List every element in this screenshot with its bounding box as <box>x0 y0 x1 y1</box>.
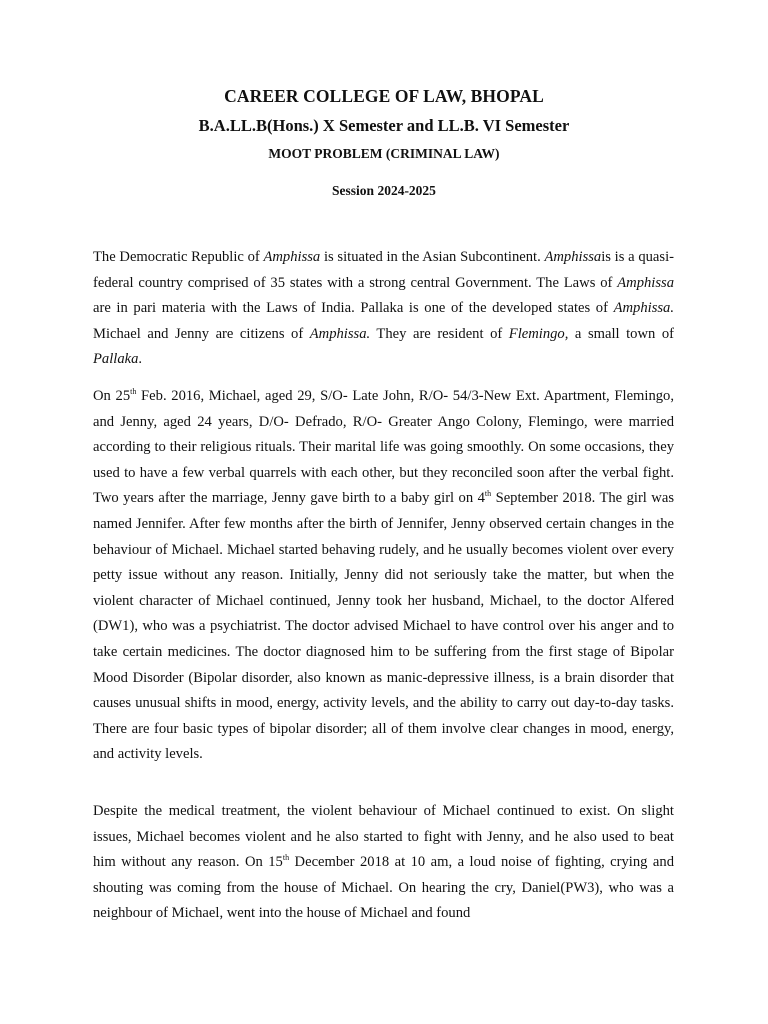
college-title: CAREER COLLEGE OF LAW, BHOPAL <box>224 86 544 106</box>
text-span: September 2018. The girl was named Jennifer. After few months after the birth of Jennifer, Jenny observed certain changes in the behaviour of Michael. Michael started behaving rudely, and he usually becomes violent over every petty issue without any reason. Initially, Jenny did not seriously take the matter, but when the violent character of Michael continued, Jenny took her husband, Michael, to the doctor Alfered (DW1), who was a psychiatrist. The doctor advised Michael to have control over his anger and to take certain medicines. The doctor diagnosed him to be suffering from the first stage of Bipolar Mood Disorder (Bipolar disorder, also known as manic-depressive illness, is a brain disorder that causes unusual shifts in mood, energy, activity levels, and the ability to carry out day-to-day tasks. There are four basic types of bipolar disorder; all of them involve clear changes in mood, energy, and activity levels. <box>93 490 675 763</box>
text-span: Despite the medical treatment, the violent behaviour of Michael continued to exist. On slight issues, Michael becomes violent and he also started to fight with Jenny, and he also used to beat him without any reason. On 15 <box>93 803 674 871</box>
text-span: They are resident of <box>370 325 509 342</box>
superscript: th <box>484 489 492 499</box>
text-span: December 2018 at 10 am, a loud noise of fighting, crying and shouting was coming from the house of Michael. On hearing the cry, Daniel(PW3), who was a neighbour of Michael, went into the house of Michael and found <box>93 854 674 922</box>
italic-text: Amphissa <box>544 249 602 265</box>
italic-text: Pallaka <box>93 351 139 368</box>
italic-text: Amphissa. <box>613 300 674 317</box>
superscript: th <box>130 387 137 397</box>
italic-text: Amphissa <box>617 274 674 291</box>
superscript: th <box>282 853 290 863</box>
text-span: . <box>138 351 143 368</box>
italic-text: Flemingo, <box>508 325 569 342</box>
course-title: B.A.LL.B(Hons.) X Semester and LL.B. VI Semester <box>198 116 570 135</box>
text-span: Feb. 2016, Michael, aged 29, S/O- Late John, R/O- 54/3-New Ext. Apartment, Flemingo, and Jenny, aged 24 years, D/O- Defrado, R/O- Greater Ango Colony, Flemingo, were married according to their religious rituals. Their marital life was going smoothly. On some occasions, they used to have a few verbal quarrels with each other, but they reconciled soon after the verbal fight. Two years after the marriage, Jenny gave birth to a baby girl on 4 <box>93 388 674 507</box>
text-span: is situated in the Asian Subcontinent. <box>320 249 545 265</box>
italic-text: Amphissa. <box>309 325 371 342</box>
text-span: a small town of <box>568 325 674 342</box>
session-label: Session 2024-2025 <box>332 183 436 198</box>
text-span: The Democratic Republic of <box>93 249 264 265</box>
moot-problem-title: MOOT PROBLEM (CRIMINAL LAW) <box>268 146 500 161</box>
text-span: are in pari materia with the Laws of India. Pallaka is one of the developed states of <box>93 300 614 317</box>
italic-text: Amphissa <box>263 249 321 265</box>
text-span: Michael and Jenny are citizens of <box>93 325 310 342</box>
text-span: is is a quasi-federal country comprised of 35 states with a strong central Government. The Laws of <box>93 249 674 291</box>
paragraph-marriage <box>93 384 674 768</box>
paragraph-intro <box>93 245 674 373</box>
paragraph-incident <box>93 799 674 927</box>
text-span: On 25 <box>93 388 131 404</box>
